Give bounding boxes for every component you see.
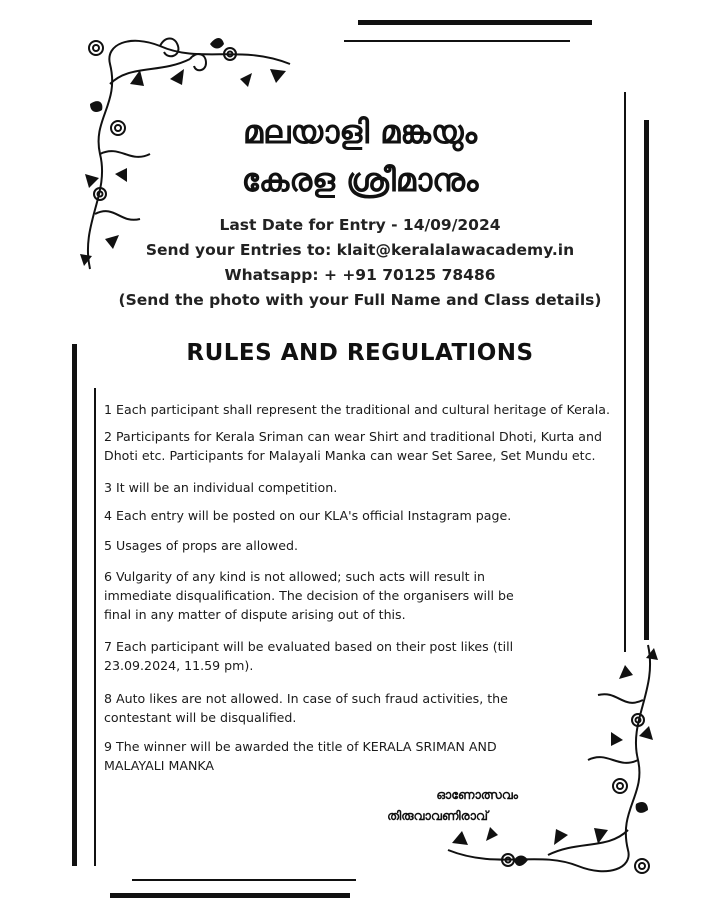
last-date-text: Last Date for Entry - 14/09/2024 (219, 216, 501, 234)
rule-item: 2 Participants for Kerala Sriman can wear Shirt and traditional Dhoti, Kurta and Dhoti etc. Participants for Malayali Manka can wear Set Saree, Set Mundu etc. (104, 429, 602, 463)
left-thick-line (72, 344, 77, 866)
top-thin-line (344, 40, 570, 42)
page-title-line-1: മലയാളി മങ്കയും (242, 113, 478, 151)
rule-item: 9 The winner will be awarded the title of KERALA SRIMAN AND MALAYALI MANKA (104, 739, 497, 773)
right-thin-line (624, 92, 626, 652)
bottom-thick-line (110, 893, 350, 898)
page-title-line-2: കേരള ശ്രീമാനും (241, 161, 479, 199)
rule-item: 4 Each entry will be posted on our KLA's official Instagram page. (104, 508, 512, 523)
rule-item: 7 Each participant will be evaluated based on their post likes (till 23.09.2024, 11.59 pm). (104, 639, 514, 673)
onam-title-line-1: ഓണോത്സവം (436, 787, 518, 802)
right-thick-line (644, 120, 649, 640)
rules-heading: RULES AND REGULATIONS (186, 340, 534, 366)
photo-note-text: (Send the photo with your Full Name and Class details) (118, 291, 602, 309)
send-entries-text: Send your Entries to: klait@keralalawacademy.in (145, 241, 575, 259)
rule-item: 8 Auto likes are not allowed. In case of such fraud activities, the contestant will be disqualified. (104, 691, 508, 725)
rule-item: 3 It will be an individual competition. (104, 480, 338, 495)
onam-title-line-2: തിരുവാവണിരാവ് (387, 808, 488, 823)
whatsapp-text: Whatsapp: + +91 70125 78486 (224, 266, 496, 284)
bottom-thin-line (132, 879, 356, 881)
rule-item: 5 Usages of props are allowed. (104, 538, 298, 553)
rule-item: 1 Each participant shall represent the traditional and cultural heritage of Kerala. (104, 402, 610, 417)
rule-item: 6 Vulgarity of any kind is not allowed; such acts will result in immediate disqualification. The decision of the organisers will be final in any matter of dispute arising out of this. (104, 569, 514, 622)
top-thick-line (358, 20, 592, 25)
left-thin-line (94, 388, 96, 866)
